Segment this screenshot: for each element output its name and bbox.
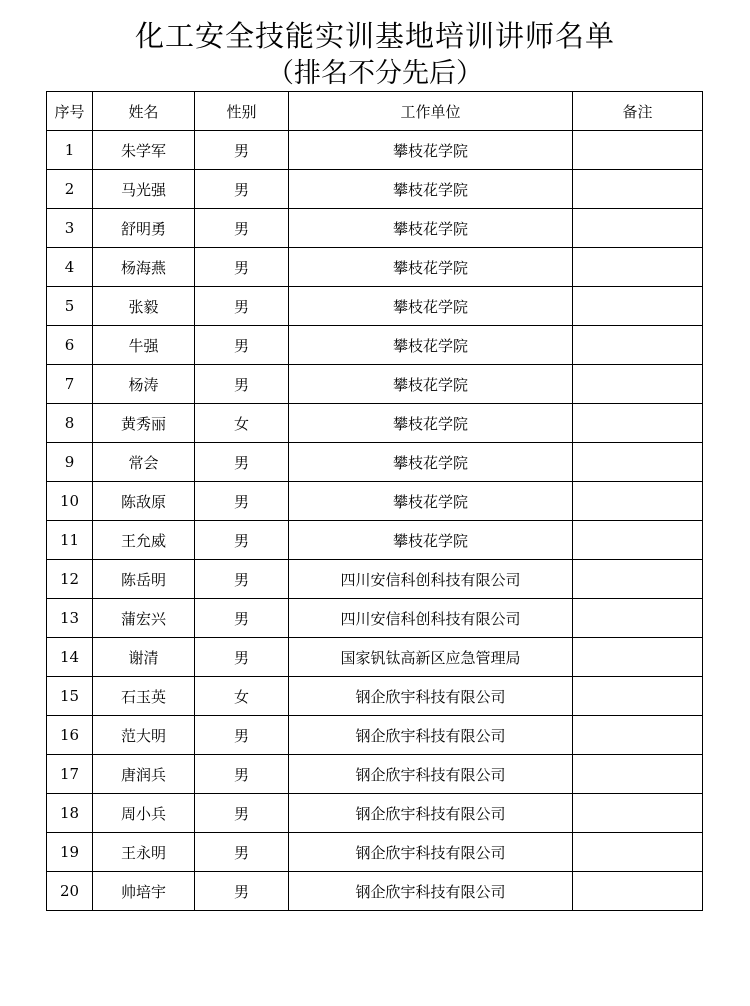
cell-unit: 攀枝花学院 bbox=[289, 404, 573, 443]
cell-name: 陈岳明 bbox=[93, 560, 195, 599]
cell-unit: 攀枝花学院 bbox=[289, 209, 573, 248]
cell-note bbox=[573, 209, 703, 248]
cell-no: 10 bbox=[47, 482, 93, 521]
table-row bbox=[47, 560, 703, 599]
table-row bbox=[47, 404, 703, 443]
cell-name: 王永明 bbox=[93, 833, 195, 872]
table-row bbox=[47, 482, 703, 521]
cell-no: 4 bbox=[47, 248, 93, 287]
cell-no: 5 bbox=[47, 287, 93, 326]
cell-name: 黄秀丽 bbox=[93, 404, 195, 443]
header-note: 备注 bbox=[573, 92, 703, 131]
cell-gender: 男 bbox=[195, 287, 289, 326]
table-row bbox=[47, 365, 703, 404]
cell-gender: 男 bbox=[195, 521, 289, 560]
cell-name: 石玉英 bbox=[93, 677, 195, 716]
cell-name: 周小兵 bbox=[93, 794, 195, 833]
cell-unit: 钢企欣宇科技有限公司 bbox=[289, 716, 573, 755]
cell-gender: 男 bbox=[195, 638, 289, 677]
cell-name: 谢清 bbox=[93, 638, 195, 677]
cell-note bbox=[573, 755, 703, 794]
cell-name: 张毅 bbox=[93, 287, 195, 326]
cell-unit: 钢企欣宇科技有限公司 bbox=[289, 833, 573, 872]
table-row bbox=[47, 833, 703, 872]
cell-name: 杨涛 bbox=[93, 365, 195, 404]
cell-name: 舒明勇 bbox=[93, 209, 195, 248]
cell-no: 20 bbox=[47, 872, 93, 911]
cell-note bbox=[573, 443, 703, 482]
cell-note bbox=[573, 794, 703, 833]
table-row bbox=[47, 716, 703, 755]
table-row bbox=[47, 170, 703, 209]
cell-no: 7 bbox=[47, 365, 93, 404]
table-row bbox=[47, 638, 703, 677]
cell-name: 范大明 bbox=[93, 716, 195, 755]
cell-unit: 攀枝花学院 bbox=[289, 326, 573, 365]
cell-name: 唐润兵 bbox=[93, 755, 195, 794]
table-row bbox=[47, 755, 703, 794]
cell-unit: 四川安信科创科技有限公司 bbox=[289, 599, 573, 638]
cell-note bbox=[573, 638, 703, 677]
cell-note bbox=[573, 326, 703, 365]
instructor-table bbox=[46, 91, 703, 911]
cell-name: 杨海燕 bbox=[93, 248, 195, 287]
cell-no: 9 bbox=[47, 443, 93, 482]
cell-note bbox=[573, 170, 703, 209]
cell-name: 牛强 bbox=[93, 326, 195, 365]
cell-unit: 攀枝花学院 bbox=[289, 170, 573, 209]
header-gender: 性别 bbox=[195, 92, 289, 131]
table-row bbox=[47, 872, 703, 911]
cell-gender: 男 bbox=[195, 209, 289, 248]
cell-no: 19 bbox=[47, 833, 93, 872]
cell-no: 2 bbox=[47, 170, 93, 209]
table-row bbox=[47, 521, 703, 560]
cell-unit: 钢企欣宇科技有限公司 bbox=[289, 794, 573, 833]
cell-gender: 男 bbox=[195, 716, 289, 755]
cell-no: 16 bbox=[47, 716, 93, 755]
cell-unit: 攀枝花学院 bbox=[289, 443, 573, 482]
cell-note bbox=[573, 833, 703, 872]
cell-gender: 男 bbox=[195, 794, 289, 833]
cell-unit: 攀枝花学院 bbox=[289, 248, 573, 287]
cell-gender: 男 bbox=[195, 872, 289, 911]
cell-unit: 钢企欣宇科技有限公司 bbox=[289, 677, 573, 716]
cell-unit: 攀枝花学院 bbox=[289, 131, 573, 170]
table-header bbox=[47, 92, 703, 131]
cell-note bbox=[573, 248, 703, 287]
cell-note bbox=[573, 365, 703, 404]
cell-gender: 男 bbox=[195, 560, 289, 599]
cell-no: 11 bbox=[47, 521, 93, 560]
cell-note bbox=[573, 287, 703, 326]
cell-name: 马光强 bbox=[93, 170, 195, 209]
cell-gender: 男 bbox=[195, 170, 289, 209]
cell-gender: 女 bbox=[195, 677, 289, 716]
cell-note bbox=[573, 521, 703, 560]
cell-gender: 男 bbox=[195, 248, 289, 287]
cell-gender: 男 bbox=[195, 755, 289, 794]
cell-unit: 四川安信科创科技有限公司 bbox=[289, 560, 573, 599]
cell-gender: 男 bbox=[195, 365, 289, 404]
cell-name: 王允威 bbox=[93, 521, 195, 560]
header-row bbox=[47, 92, 703, 131]
cell-name: 常会 bbox=[93, 443, 195, 482]
cell-unit: 攀枝花学院 bbox=[289, 482, 573, 521]
table-row bbox=[47, 131, 703, 170]
table-row bbox=[47, 326, 703, 365]
cell-unit: 钢企欣宇科技有限公司 bbox=[289, 872, 573, 911]
cell-unit: 攀枝花学院 bbox=[289, 365, 573, 404]
cell-note bbox=[573, 482, 703, 521]
cell-no: 17 bbox=[47, 755, 93, 794]
cell-gender: 男 bbox=[195, 326, 289, 365]
cell-name: 蒲宏兴 bbox=[93, 599, 195, 638]
table-row bbox=[47, 248, 703, 287]
document-title: 化工安全技能实训基地培训讲师名单 bbox=[134, 19, 615, 53]
cell-no: 3 bbox=[47, 209, 93, 248]
header-unit: 工作单位 bbox=[289, 92, 573, 131]
cell-unit: 钢企欣宇科技有限公司 bbox=[289, 755, 573, 794]
table-body bbox=[47, 131, 703, 911]
cell-note bbox=[573, 716, 703, 755]
cell-note bbox=[573, 677, 703, 716]
document-subtitle: （排名不分先后） bbox=[267, 58, 483, 89]
cell-no: 1 bbox=[47, 131, 93, 170]
table-row bbox=[47, 677, 703, 716]
cell-note bbox=[573, 404, 703, 443]
cell-no: 18 bbox=[47, 794, 93, 833]
cell-gender: 女 bbox=[195, 404, 289, 443]
cell-unit: 国家钒钛高新区应急管理局 bbox=[289, 638, 573, 677]
cell-no: 14 bbox=[47, 638, 93, 677]
cell-gender: 男 bbox=[195, 599, 289, 638]
cell-note bbox=[573, 599, 703, 638]
cell-gender: 男 bbox=[195, 833, 289, 872]
cell-unit: 攀枝花学院 bbox=[289, 287, 573, 326]
header-no: 序号 bbox=[47, 92, 93, 131]
table-row bbox=[47, 209, 703, 248]
cell-gender: 男 bbox=[195, 443, 289, 482]
cell-name: 陈敌原 bbox=[93, 482, 195, 521]
table-row bbox=[47, 287, 703, 326]
cell-name: 朱学军 bbox=[93, 131, 195, 170]
cell-gender: 男 bbox=[195, 482, 289, 521]
cell-no: 8 bbox=[47, 404, 93, 443]
table-row bbox=[47, 599, 703, 638]
cell-no: 15 bbox=[47, 677, 93, 716]
header-name: 姓名 bbox=[93, 92, 195, 131]
table-row bbox=[47, 443, 703, 482]
cell-note bbox=[573, 560, 703, 599]
table-row bbox=[47, 794, 703, 833]
cell-gender: 男 bbox=[195, 131, 289, 170]
cell-unit: 攀枝花学院 bbox=[289, 521, 573, 560]
cell-no: 12 bbox=[47, 560, 93, 599]
cell-name: 帅培宇 bbox=[93, 872, 195, 911]
cell-no: 13 bbox=[47, 599, 93, 638]
cell-note bbox=[573, 872, 703, 911]
cell-no: 6 bbox=[47, 326, 93, 365]
cell-note bbox=[573, 131, 703, 170]
